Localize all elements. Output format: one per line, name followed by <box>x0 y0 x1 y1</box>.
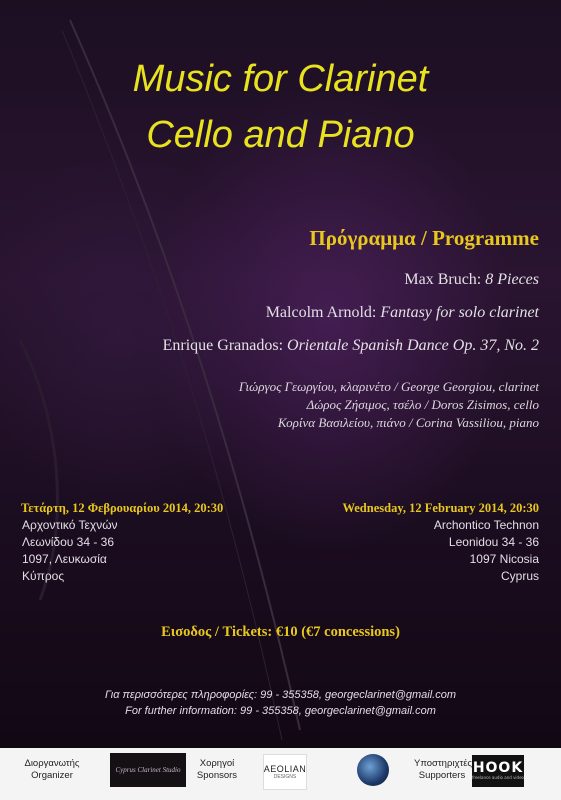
aeolian-logo-main: AEOLIAN <box>263 764 307 774</box>
contact-info-greek: Για περισσότερες πληροφορίες: 99 - 355358, georgeclarinet@gmail.com <box>105 689 456 701</box>
performer-cello: Δώρος Ζήσιμος, τσέλο / Doros Zisimos, cello <box>306 397 539 412</box>
contact-info-english: For further information: 99 - 355358, georgeclarinet@gmail.com <box>125 705 436 717</box>
sponsor-footer <box>0 748 561 800</box>
venue-english-street: Leonidou 34 - 36 <box>448 535 539 549</box>
aeolian-designs-logo <box>263 754 307 790</box>
performer-clarinet: Γιώργος Γεωργίου, κλαρινέτο / George Georgiou, clarinet <box>238 379 539 394</box>
programme-item <box>404 271 539 289</box>
programme-item <box>266 304 539 322</box>
programme-heading: Πρόγραμμα / Programme <box>309 226 539 250</box>
programme-item <box>163 337 539 355</box>
venue-greek-country: Κύπρος <box>22 569 65 583</box>
work-title: 8 Pieces <box>485 271 539 288</box>
venue-greek-street: Λεωνίδου 34 - 36 <box>22 535 115 549</box>
composer-name: Malcolm Arnold: <box>265 304 377 321</box>
cyprus-clarinet-studio-logo <box>110 753 186 787</box>
aeolian-logo-sub: DESIGNS <box>273 774 297 780</box>
organizer-label-en: Organizer <box>31 770 73 781</box>
venue-english-country: Cyprus <box>500 569 539 583</box>
hook-logo-main: HOOK <box>472 760 524 776</box>
venue-english-name: Archontico Technon <box>433 518 539 532</box>
sponsor-globe-logo <box>357 754 389 786</box>
hook-logo-sub: freelance audio and video <box>472 775 524 780</box>
supporters-label-en: Supporters <box>418 770 466 781</box>
work-title: Fantasy for solo clarinet <box>380 304 539 321</box>
title-line-2: Cello and Piano <box>146 114 415 156</box>
organizer-logo-text: Cyprus Clarinet Studio <box>115 766 181 774</box>
composer-name: Enrique Granados: <box>162 337 284 354</box>
venue-greek-name: Αρχοντικό Τεχνών <box>22 518 118 532</box>
date-greek: Τετάρτη, 12 Φεβρουαρίου 2014, 20:30 <box>21 501 224 515</box>
performer-piano: Κορίνα Βασιλείου, πιάνο / Corina Vassiliou, piano <box>277 415 539 430</box>
sponsors-label-gr: Χορηγοί <box>199 758 235 769</box>
supporters-label <box>414 758 473 782</box>
title-line-1: Music for Clarinet <box>132 58 429 100</box>
hook-logo <box>472 755 524 787</box>
sponsors-label-en: Sponsors <box>196 770 238 781</box>
supporters-label-gr: Υποστηριχτές <box>414 758 473 769</box>
venue-greek-city: 1097, Λευκωσία <box>22 552 107 566</box>
venue-english-city: 1097 Nicosia <box>469 552 539 566</box>
organizer-label <box>6 758 98 782</box>
ticket-price: Εισοδος / Tickets: €10 (€7 concessions) <box>161 624 400 640</box>
composer-name: Max Bruch: <box>404 271 482 288</box>
sponsors-label <box>186 758 248 782</box>
organizer-label-gr: Διοργανωτής <box>24 758 80 769</box>
work-title: Orientale Spanish Dance Op. 37, No. 2 <box>287 337 539 354</box>
date-english: Wednesday, 12 February 2014, 20:30 <box>342 501 539 515</box>
